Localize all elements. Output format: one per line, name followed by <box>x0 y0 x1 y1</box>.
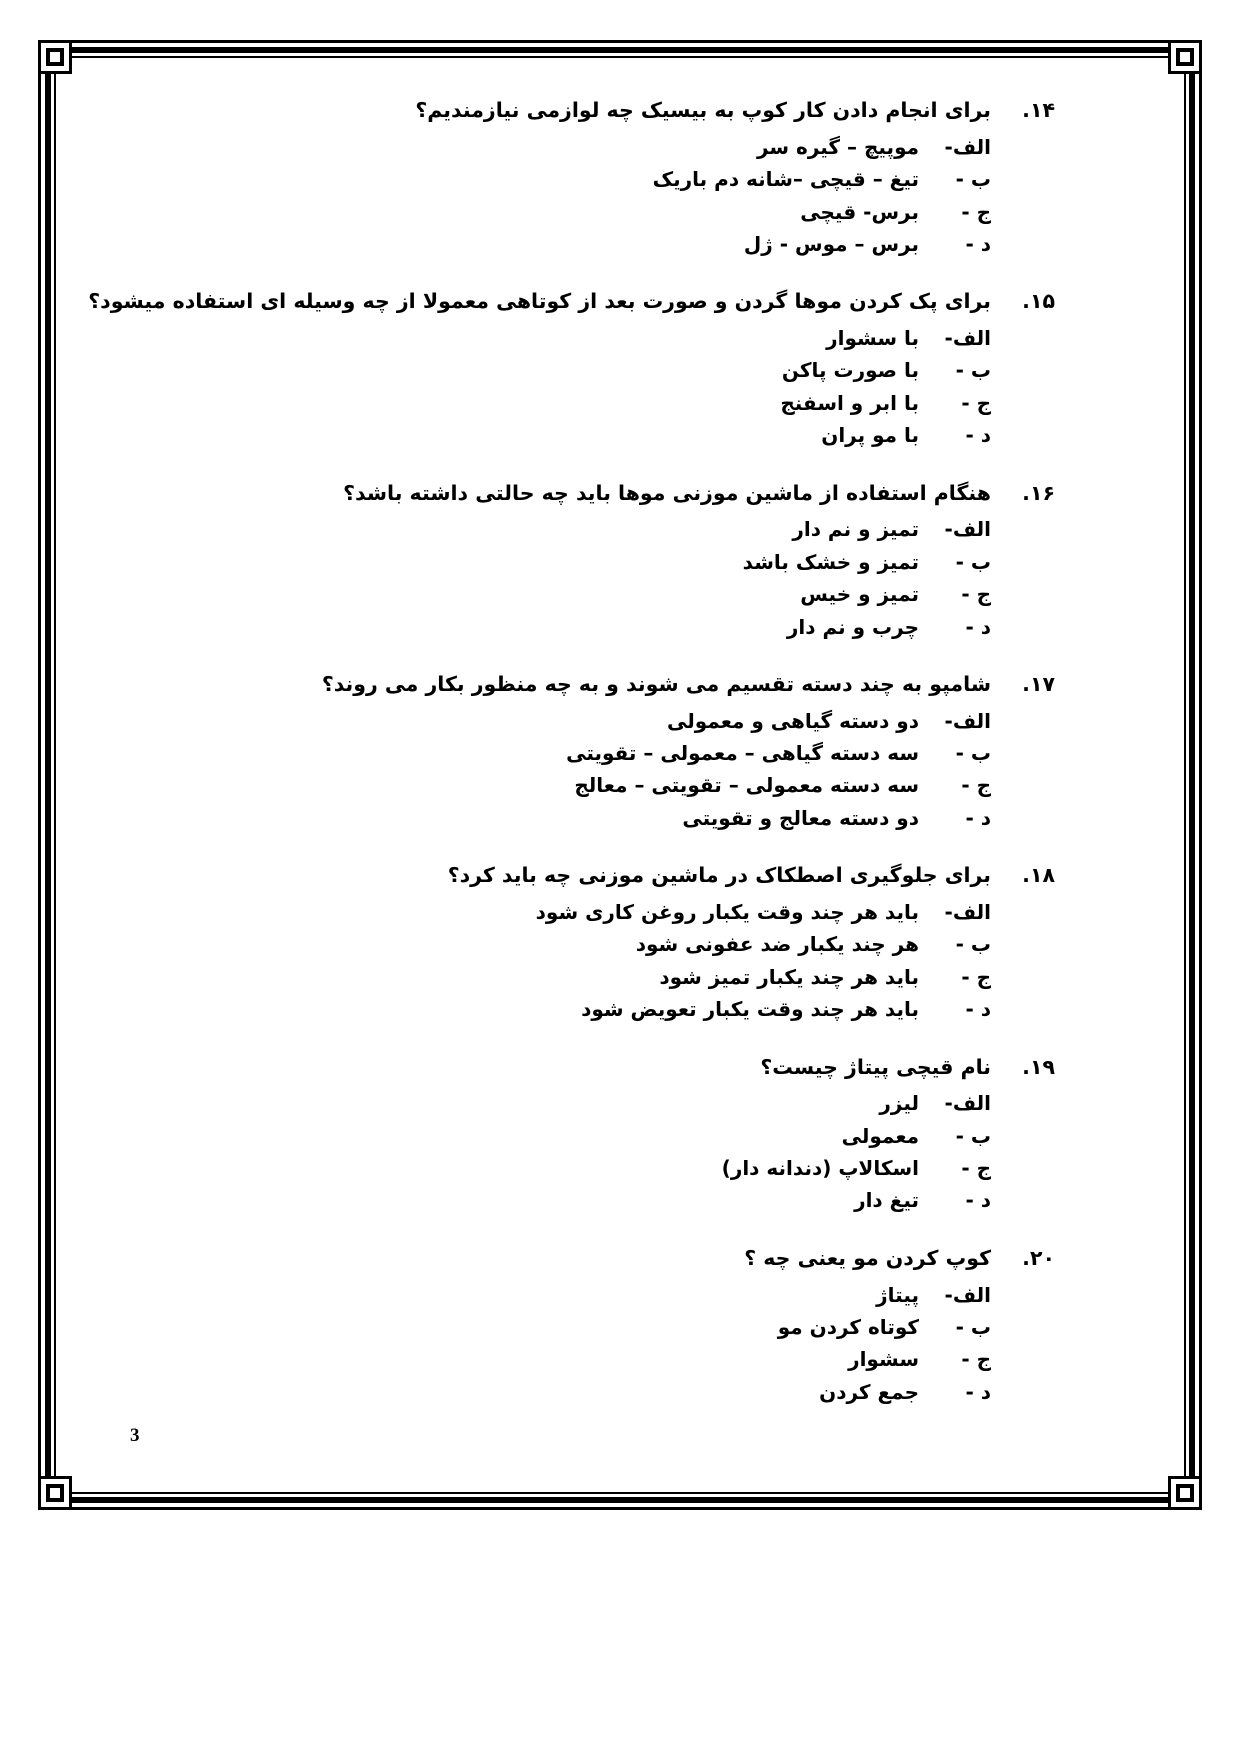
option-label: الف- <box>944 1282 991 1307</box>
option-text: تمیز و خیس <box>800 582 919 607</box>
question-heading <box>95 1243 1055 1274</box>
option-label: ج - <box>961 199 991 224</box>
question-heading <box>95 95 1055 126</box>
answer-option[interactable] <box>95 1311 1055 1343</box>
option-text: جمع کردن <box>819 1379 919 1404</box>
frame-corner-top-right <box>1168 40 1202 74</box>
answer-option[interactable] <box>95 705 1055 737</box>
answer-option[interactable] <box>95 993 1055 1025</box>
answer-option[interactable] <box>95 513 1055 545</box>
question-heading <box>95 478 1055 509</box>
option-text: برس- قیچی <box>800 199 919 224</box>
answer-option[interactable] <box>95 1279 1055 1311</box>
option-text: چرب و نم دار <box>786 614 919 639</box>
option-text: تیغ دار <box>854 1188 919 1213</box>
question-number: ۱۶. <box>1022 480 1055 505</box>
answer-option-list <box>95 896 1055 1026</box>
question-block <box>95 478 1055 643</box>
option-text: با مو پران <box>821 423 919 448</box>
option-label: ج - <box>961 582 991 607</box>
question-text: کوپ کردن مو یعنی چه ؟ <box>744 1245 991 1270</box>
answer-option-list <box>95 1087 1055 1217</box>
option-text: سه دسته گیاهی – معمولی – تقویتی <box>566 741 919 766</box>
answer-option[interactable] <box>95 196 1055 228</box>
option-text: برس – موس - ژل <box>743 231 919 256</box>
option-label: ب - <box>955 1315 991 1340</box>
answer-option-list <box>95 131 1055 261</box>
option-label: ج - <box>961 390 991 415</box>
question-block <box>95 669 1055 834</box>
option-label: د - <box>965 231 991 256</box>
answer-option[interactable] <box>95 546 1055 578</box>
answer-option-list <box>95 322 1055 452</box>
frame-corner-top-left <box>38 40 72 74</box>
answer-option[interactable] <box>95 1152 1055 1184</box>
option-label: ب - <box>955 167 991 192</box>
option-text: سه دسته معمولی – تقویتی – معالج <box>574 773 919 798</box>
question-heading <box>88 286 1055 317</box>
answer-option[interactable] <box>95 1184 1055 1216</box>
answer-option[interactable] <box>95 896 1055 928</box>
frame-corner-bottom-left <box>38 1476 72 1510</box>
answer-option[interactable] <box>95 131 1055 163</box>
answer-option-list <box>95 705 1055 835</box>
option-label: ج - <box>961 1156 991 1181</box>
option-text: تیغ – قیچی –شانه دم باریک <box>652 167 919 192</box>
question-text: نام قیچی پیتاژ چیست؟ <box>760 1054 991 1079</box>
option-label: ب - <box>955 1123 991 1148</box>
question-heading <box>95 669 1055 700</box>
answer-option[interactable] <box>95 1343 1055 1375</box>
option-label: ج - <box>961 773 991 798</box>
question-text: برای پک کردن موها گردن و صورت بعد از کوتاهی معمولا از چه وسیله ای استفاده میشود؟ <box>88 289 991 314</box>
answer-option[interactable] <box>95 1120 1055 1152</box>
question-heading <box>95 860 1055 891</box>
option-text: با صورت پاکن <box>781 358 919 383</box>
question-text: برای انجام دادن کار کوپ به بیسیک چه لوازمی نیازمندیم؟ <box>415 98 991 122</box>
question-block <box>95 860 1055 1025</box>
option-text: پیتاژ <box>876 1282 919 1307</box>
option-label: د - <box>965 1188 991 1213</box>
answer-option[interactable] <box>95 611 1055 643</box>
question-block <box>95 95 1055 260</box>
option-text: لیزر <box>879 1091 919 1116</box>
option-label: الف- <box>944 517 991 542</box>
option-text: باید هر چند وقت یکبار تعویض شود <box>581 997 919 1022</box>
answer-option[interactable] <box>95 737 1055 769</box>
option-text: تمیز و خشک باشد <box>742 549 919 574</box>
option-label: الف- <box>944 326 991 351</box>
option-text: سشوار <box>848 1347 919 1372</box>
answer-option-list <box>95 1279 1055 1409</box>
option-label: الف- <box>944 900 991 924</box>
option-text: باید هر چند یکبار تمیز شود <box>659 964 919 989</box>
question-number: ۱۹. <box>1022 1054 1055 1079</box>
answer-option[interactable] <box>95 1376 1055 1408</box>
option-label: د - <box>965 997 991 1022</box>
option-label: ب - <box>955 932 991 957</box>
option-text: با سشوار <box>826 326 919 351</box>
option-text: موپیچ – گیره سر <box>756 134 919 159</box>
question-number: ۱۴. <box>1022 98 1055 122</box>
answer-option-list <box>95 513 1055 643</box>
option-label: ب - <box>955 358 991 383</box>
option-text: هر چند یکبار ضد عفونی شود <box>635 932 919 957</box>
option-text: معمولی <box>841 1123 919 1148</box>
answer-option[interactable] <box>95 1087 1055 1119</box>
option-label: د - <box>965 423 991 448</box>
answer-option[interactable] <box>95 928 1055 960</box>
answer-option[interactable] <box>95 419 1055 451</box>
question-text: شامپو به چند دسته تقسیم می شوند و به چه منظور بکار می روند؟ <box>321 671 991 696</box>
question-text: برای جلوگیری اصطکاک در ماشین موزنی چه باید کرد؟ <box>447 863 991 888</box>
option-label: ج - <box>961 964 991 989</box>
option-text: باید هر چند وقت یکبار روغن کاری شود <box>535 900 919 924</box>
option-text: کوتاه کردن مو <box>777 1315 919 1340</box>
answer-option[interactable] <box>95 578 1055 610</box>
answer-option[interactable] <box>95 961 1055 993</box>
answer-option[interactable] <box>95 802 1055 834</box>
option-text: تمیز و نم دار <box>792 517 919 542</box>
option-text: با ابر و اسفنج <box>780 390 919 415</box>
option-text: دو دسته معالج و تقویتی <box>682 805 919 830</box>
option-text: دو دسته گیاهی و معمولی <box>667 708 919 733</box>
option-label: ب - <box>955 549 991 574</box>
question-number: ۱۷. <box>1022 671 1055 696</box>
question-block <box>95 1052 1055 1217</box>
answer-option[interactable] <box>95 322 1055 354</box>
answer-option[interactable] <box>95 228 1055 260</box>
frame-corner-bottom-right <box>1168 1476 1202 1510</box>
page-number: 3 <box>130 1425 140 1446</box>
option-label: د - <box>965 614 991 639</box>
answer-option[interactable] <box>95 163 1055 195</box>
option-label: الف- <box>944 1091 991 1116</box>
answer-option[interactable] <box>95 354 1055 386</box>
question-heading <box>95 1052 1055 1083</box>
option-label: ج - <box>961 1347 991 1372</box>
option-label: د - <box>965 805 991 830</box>
option-text: اسکالاپ (دندانه دار) <box>721 1156 919 1181</box>
answer-option[interactable] <box>95 387 1055 419</box>
question-number: ۲۰. <box>1022 1245 1055 1270</box>
option-label: ب - <box>955 741 991 766</box>
question-number: ۱۵. <box>1022 289 1055 314</box>
option-label: د - <box>965 1379 991 1404</box>
question-block <box>95 1243 1055 1408</box>
option-label: الف- <box>944 134 991 159</box>
exam-question-list <box>88 95 1055 1455</box>
option-label: الف- <box>944 708 991 733</box>
question-block <box>88 286 1055 451</box>
question-number: ۱۸. <box>1022 863 1055 888</box>
question-text: هنگام استفاده از ماشین موزنی موها باید چه حالتی داشته باشد؟ <box>343 480 991 505</box>
answer-option[interactable] <box>95 769 1055 801</box>
